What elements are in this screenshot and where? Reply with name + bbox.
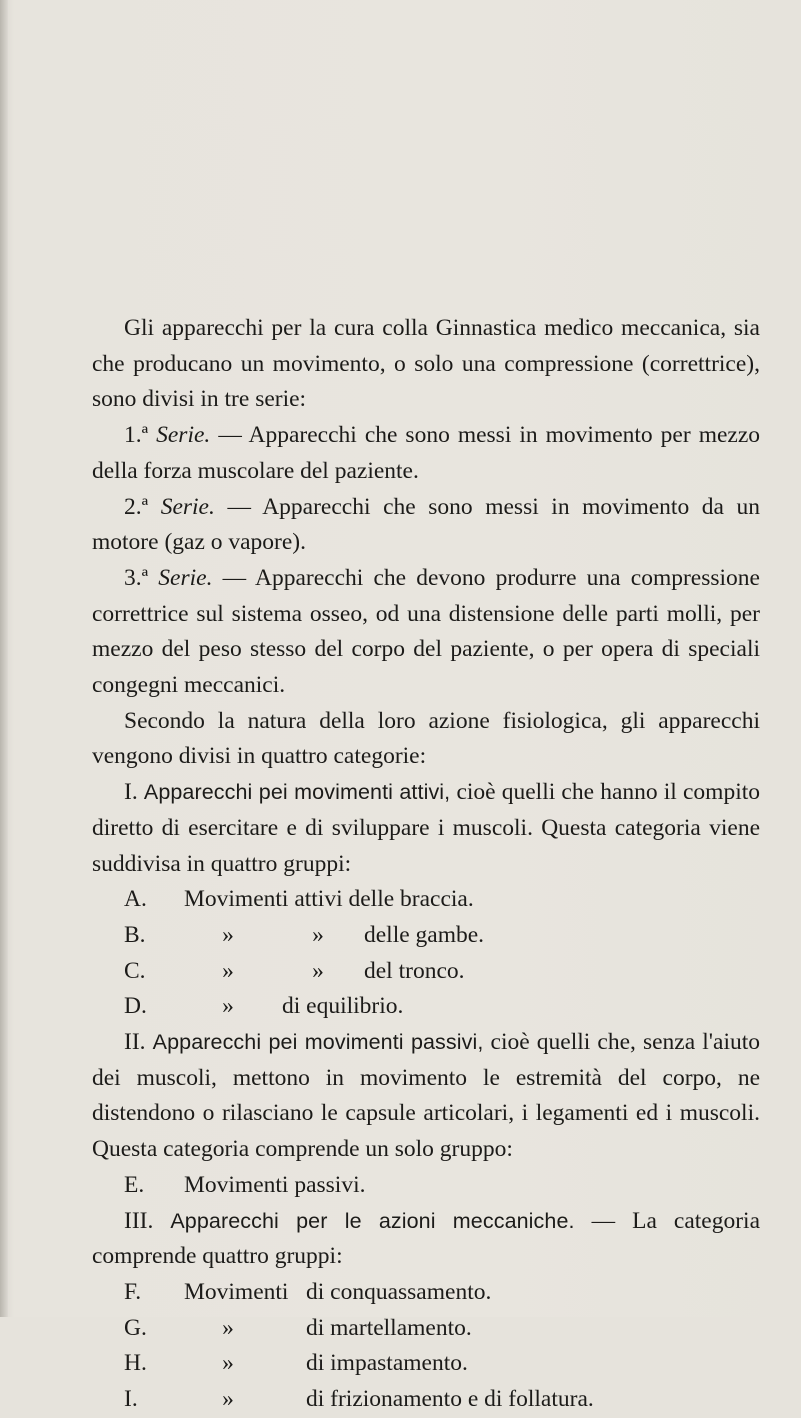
serie-1-text: — Apparecchi che sono messi in movimento per mezzo della forza muscolare del paziente. xyxy=(92,422,761,484)
group-g-text: di martellamento. xyxy=(306,1314,472,1341)
group-d-letter: D. xyxy=(124,993,147,1020)
page-text xyxy=(92,311,760,1418)
category-2 xyxy=(92,1025,760,1168)
group-h-letter: H. xyxy=(124,1350,147,1377)
category-3-text: — La categoria comprende quattro gruppi: xyxy=(92,1207,760,1270)
group-c-text: del tronco. xyxy=(364,957,465,984)
category-3-title: Apparecchi per le azioni meccaniche. xyxy=(170,1208,575,1233)
category-1-text: cioè quelli che hanno il compito diretto di esercitare e di sviluppare i muscoli. Questa categoria viene suddivisa in quattro gruppi: xyxy=(92,779,761,877)
serie-3-label: Serie. xyxy=(158,564,213,591)
group-i-letter: I. xyxy=(124,1386,138,1413)
group-d-text: di equilibrio. xyxy=(282,993,404,1020)
category-2-num: II. xyxy=(124,1029,146,1056)
category-1-title: Apparecchi pei movimenti attivi, xyxy=(143,780,451,805)
group-a-letter: A. xyxy=(124,886,147,913)
category-2-text: cioè quelli che, senza l'aiuto dei muscoli, mettono in movimento le estremità del corpo, ne distendono o rilasciano le capsule articolari, i legamenti ed i muscoli. Questa categoria comprende un solo gruppo: xyxy=(92,1029,761,1163)
group-i xyxy=(92,1382,760,1418)
group-e xyxy=(92,1168,760,1204)
category-1 xyxy=(92,775,760,882)
group-a-text: Movimenti attivi delle braccia. xyxy=(184,886,474,913)
group-f-word: Movimenti xyxy=(184,1278,289,1305)
group-f-text: di conquassamento. xyxy=(306,1278,492,1305)
group-g-ditto: » xyxy=(222,1314,234,1341)
intro-paragraph: Gli apparecchi per la cura colla Ginnastica medico meccanica, sia che producano un movimento, o solo una compressione (correttrice), sono divisi in tre serie: xyxy=(92,315,760,413)
group-g xyxy=(92,1311,760,1347)
group-b xyxy=(92,918,760,954)
group-f-letter: F. xyxy=(124,1278,142,1305)
serie-2-num: 2.ª xyxy=(124,493,149,520)
serie-3-num: 3.ª xyxy=(124,564,149,591)
group-b-letter: B. xyxy=(124,921,146,948)
group-i-ditto: » xyxy=(222,1386,234,1413)
group-d xyxy=(92,989,760,1025)
category-2-title: Apparecchi pei movimenti passivi, xyxy=(152,1030,484,1055)
serie-3 xyxy=(92,561,760,704)
group-g-letter: G. xyxy=(124,1314,147,1341)
page-edge-shadow xyxy=(0,0,8,1317)
group-c-ditto-2: » xyxy=(312,957,324,984)
group-c xyxy=(92,954,760,990)
group-f xyxy=(92,1275,760,1311)
group-h-text: di impastamento. xyxy=(306,1350,468,1377)
group-e-letter: E. xyxy=(124,1171,145,1198)
serie-1-label: Serie. xyxy=(156,422,211,449)
serie-1 xyxy=(92,418,760,489)
group-b-text: delle gambe. xyxy=(364,921,485,948)
serie-1-num: 1.ª xyxy=(124,422,149,449)
group-h-ditto: » xyxy=(222,1350,234,1377)
category-3-num: III. xyxy=(124,1207,154,1234)
group-c-letter: C. xyxy=(124,957,146,984)
serie-3-text: — Apparecchi che devono produrre una compressione correttrice sul sistema osseo, od una distensione delle parti molli, per mezzo del peso stesso del corpo del paziente, o per opera di speciali congegni meccanici. xyxy=(92,564,760,699)
secondo-paragraph: Secondo la natura della loro azione fisiologica, gli apparecchi vengono divisi in quattro categorie: xyxy=(92,707,760,770)
group-d-ditto: » xyxy=(222,993,234,1020)
group-b-ditto-1: » xyxy=(222,921,234,948)
group-c-ditto-1: » xyxy=(222,957,234,984)
serie-2-label: Serie. xyxy=(160,493,215,520)
group-b-ditto-2: » xyxy=(312,921,324,948)
serie-2 xyxy=(92,490,760,561)
group-a xyxy=(92,882,760,918)
group-h xyxy=(92,1346,760,1382)
group-i-text: di frizionamento e di follatura. xyxy=(306,1386,594,1413)
category-3 xyxy=(92,1204,760,1275)
category-1-num: I. xyxy=(124,779,138,806)
serie-2-text: — Apparecchi che sono messi in movimento da un motore (gaz o vapore). xyxy=(92,493,761,556)
group-e-text: Movimenti passivi. xyxy=(184,1171,366,1198)
